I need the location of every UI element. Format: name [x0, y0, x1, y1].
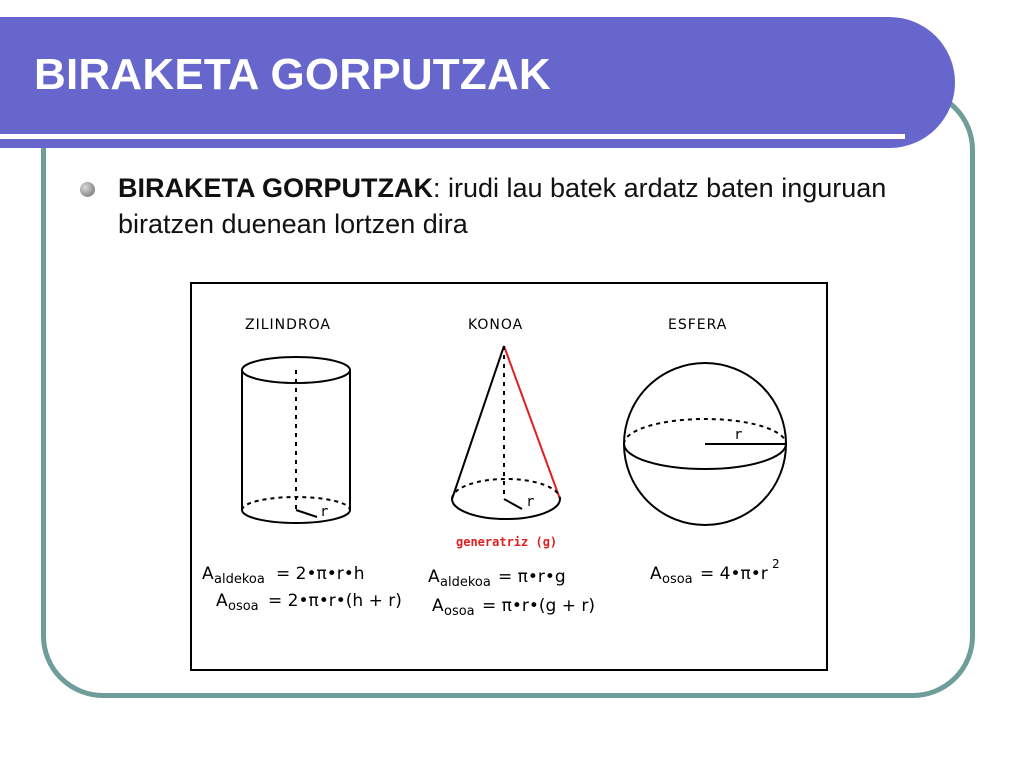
cylinder	[202, 317, 402, 614]
cone-total-formula	[432, 596, 595, 619]
svg-text:osoa: osoa	[444, 604, 475, 619]
sphere-label: ESFERA	[668, 317, 728, 333]
title-underline	[0, 134, 905, 139]
svg-text:A: A	[428, 567, 440, 587]
sphere-total-formula	[650, 557, 780, 587]
sphere	[624, 317, 786, 587]
cone-radius-label: r	[526, 494, 535, 510]
svg-text:A: A	[650, 564, 662, 584]
cone-lateral-formula	[428, 567, 566, 590]
cone-left-edge	[452, 346, 504, 499]
svg-text:= 2•π•r•h: = 2•π•r•h	[276, 564, 365, 584]
cylinder-total-formula	[216, 591, 402, 614]
sphere-equator-front	[624, 444, 786, 469]
svg-text:osoa: osoa	[228, 599, 259, 614]
bullet-icon	[80, 182, 95, 197]
sphere-radius-label: r	[734, 427, 743, 443]
svg-text:A: A	[202, 564, 214, 584]
svg-text:2: 2	[772, 557, 780, 571]
cone-base-front	[452, 499, 560, 519]
cone	[428, 317, 595, 619]
svg-text:osoa: osoa	[662, 572, 693, 587]
cylinder-label: ZILINDROA	[245, 317, 331, 333]
cylinder-base-front	[242, 510, 350, 523]
bullet-term: BIRAKETA GORPUTZAK	[118, 173, 433, 203]
svg-text:= π•r•g: = π•r•g	[498, 567, 566, 587]
svg-text:aldekoa: aldekoa	[440, 575, 491, 590]
slide-title: BIRAKETA GORPUTZAK	[34, 50, 551, 99]
cone-generatrix	[504, 346, 560, 499]
svg-text:A: A	[216, 591, 228, 611]
cone-radius	[504, 499, 522, 509]
svg-text:= 2•π•r•(h + r): = 2•π•r•(h + r)	[268, 591, 402, 611]
generatrix-label: generatriz (g)	[456, 535, 558, 549]
bullet-text	[118, 170, 908, 242]
cylinder-radius	[296, 510, 317, 517]
cylinder-lateral-formula	[202, 564, 365, 587]
svg-text:= π•r•(g + r): = π•r•(g + r)	[482, 596, 596, 616]
cone-base-back	[452, 479, 560, 499]
cone-label: KONOA	[468, 317, 524, 333]
solids-diagram	[192, 284, 826, 669]
bullet-definition: : irudi lau batek ardatz baten inguruan biratzen duenean lortzen dira	[118, 173, 887, 239]
svg-text:aldekoa: aldekoa	[214, 572, 265, 587]
svg-text:A: A	[432, 596, 444, 616]
svg-text:= 4•π•r: = 4•π•r	[700, 564, 768, 584]
cylinder-radius-label: r	[320, 504, 329, 520]
solids-of-revolution-figure	[190, 282, 828, 671]
sphere-equator-back	[624, 419, 786, 444]
